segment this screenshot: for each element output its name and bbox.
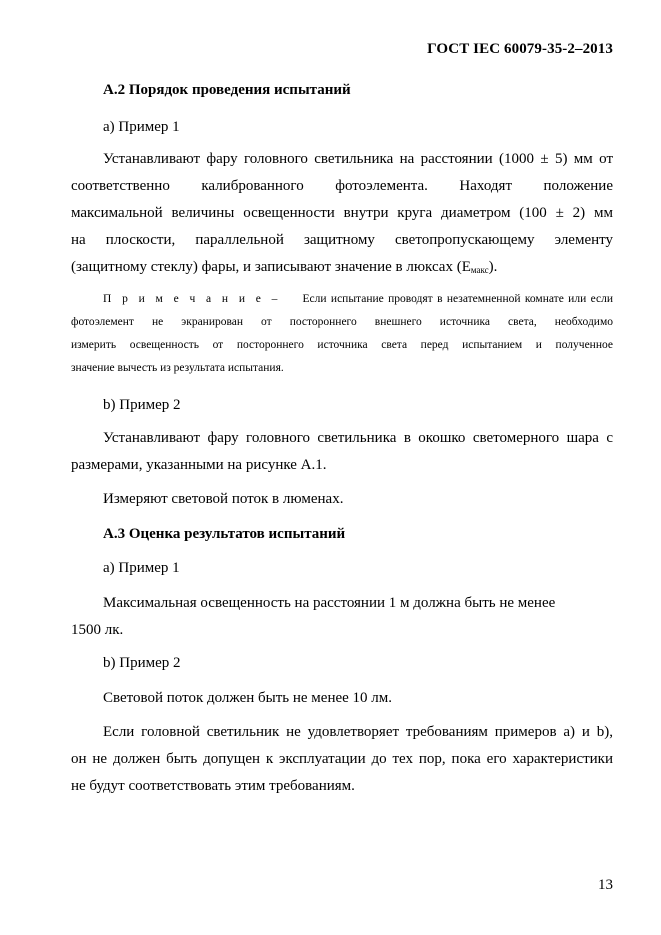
note-line: значение вычесть из результата испытания.	[71, 362, 284, 374]
a2-measure-paragraph: Измеряют световой поток в люменах.	[103, 491, 344, 507]
a2-example1-paragraph	[71, 146, 613, 284]
paragraph-text: (защитному стеклу) фары, и записывают значение в люксах (E	[71, 259, 471, 275]
paragraph-line: не будут соответствовать этим требованиям.	[71, 778, 355, 794]
a3-conclusion-paragraph	[71, 719, 613, 800]
note-block	[71, 288, 613, 380]
paragraph-line: Если головной светильник не удовлетворяет требованиям примеров а) и b),	[103, 724, 613, 740]
subscript-text: макс	[470, 265, 489, 275]
a2-example1-label: а) Пример 1	[103, 119, 180, 135]
a3-example2-label: b) Пример 2	[103, 655, 181, 671]
paragraph-line: он не должен быть допущен к эксплуатации до тех пор, пока его характеристики	[71, 751, 613, 767]
section-a2-title: А.2 Порядок проведения испытаний	[103, 82, 351, 98]
note-text: Если испытание проводят в незатемненной комнате или если	[302, 293, 613, 305]
note-line: измерить освещенность от постороннего источника света перед испытанием и полученное	[71, 339, 613, 351]
note-line	[71, 288, 613, 311]
document-header: ГОСТ IEC 60079-35-2–2013	[427, 41, 613, 57]
paragraph-text: ).	[488, 259, 498, 275]
paragraph-line: соответственно калиброванного фотоэлемента. Находят положение	[71, 178, 613, 194]
a3-example2-paragraph: Световой поток должен быть не менее 10 лм.	[103, 690, 393, 706]
a3-example1-label: а) Пример 1	[103, 560, 180, 576]
paragraph-line: максимальной величины освещенности внутри круга диаметром (100 ± 2) мм	[71, 205, 613, 221]
paragraph-line: Устанавливают фару головного светильника в окошко светомерного шара с	[103, 430, 613, 446]
paragraph-line: Максимальная освещенность на расстоянии 1 м должна быть не менее	[103, 595, 556, 611]
paragraph-line: размерами, указанными на рисунке А.1.	[71, 457, 327, 473]
a2-example2-paragraph	[71, 425, 613, 479]
section-a3-title: А.3 Оценка результатов испытаний	[103, 526, 346, 542]
note-label: П р и м е ч а н и е –	[103, 293, 281, 305]
paragraph-line: 1500 лк.	[71, 622, 124, 638]
a3-example1-paragraph	[71, 590, 613, 644]
note-line: фотоэлемент не экранирован от постороннего внешнего источника света, необходимо	[71, 316, 613, 328]
paragraph-line: Устанавливают фару головного светильника на расстоянии (1000 ± 5) мм от	[103, 151, 613, 167]
paragraph-line: на плоскости, параллельной защитному светопропускающему элементу	[71, 232, 613, 248]
page-number: 13	[598, 877, 613, 893]
paragraph-line	[71, 254, 613, 284]
a2-example2-label: b) Пример 2	[103, 397, 181, 413]
